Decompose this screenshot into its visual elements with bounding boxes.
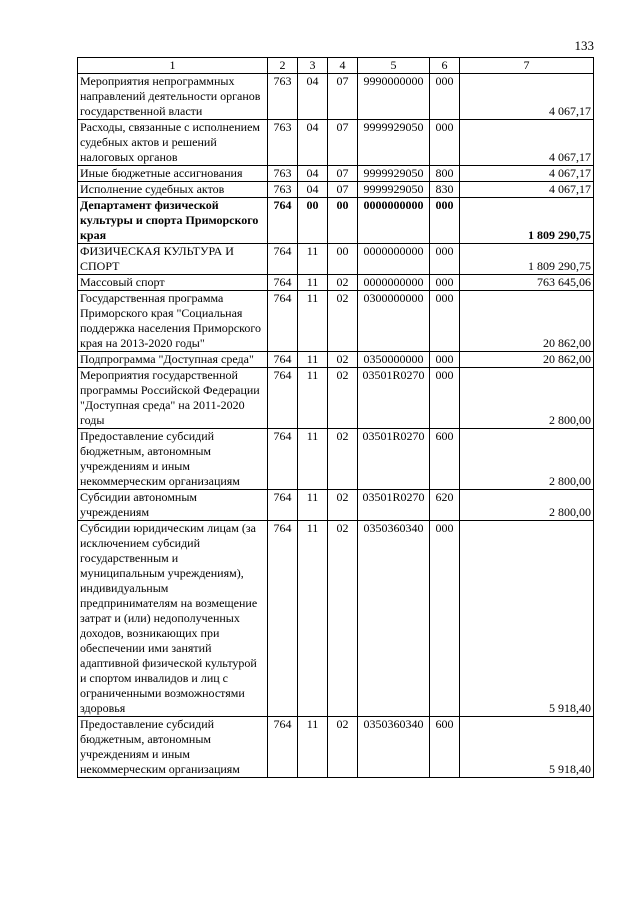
row-subsection-cell: 02	[328, 490, 358, 521]
row-target-article-cell: 0350360340	[358, 717, 430, 778]
table-row	[78, 490, 594, 521]
row-amount-cell: 1 809 290,75	[460, 244, 594, 275]
row-target-article-cell: 0300000000	[358, 291, 430, 352]
table-row	[78, 244, 594, 275]
row-amount-cell: 763 645,06	[460, 275, 594, 291]
table-row	[78, 198, 594, 244]
row-subsection-cell: 02	[328, 368, 358, 429]
row-name-cell: ФИЗИЧЕСКАЯ КУЛЬТУРА И СПОРТ	[78, 244, 268, 275]
row-expense-type-cell: 000	[430, 291, 460, 352]
table-row	[78, 368, 594, 429]
row-subsection-cell: 02	[328, 275, 358, 291]
table-row	[78, 291, 594, 352]
row-name-cell: Предоставление субсидий бюджетным, автономным учреждениям и иным некоммерческим организациям	[78, 429, 268, 490]
table-row	[78, 275, 594, 291]
row-subsection-cell: 02	[328, 521, 358, 717]
table-row	[78, 166, 594, 182]
row-target-article-cell: 9999929050	[358, 166, 430, 182]
row-target-article-cell: 9999929050	[358, 120, 430, 166]
row-expense-type-cell: 000	[430, 244, 460, 275]
row-subsection-cell: 02	[328, 429, 358, 490]
row-name-cell: Мероприятия государственной программы Российской Федерации "Доступная среда" на 2011-2020 годы	[78, 368, 268, 429]
row-target-article-cell: 0000000000	[358, 275, 430, 291]
row-expense-type-cell: 620	[430, 490, 460, 521]
header-cell: 6	[430, 58, 460, 74]
row-expense-type-cell: 000	[430, 198, 460, 244]
row-target-article-cell: 0350360340	[358, 521, 430, 717]
row-amount-cell: 4 067,17	[460, 166, 594, 182]
row-name-cell: Расходы, связанные с исполнением судебных актов и решений налоговых органов	[78, 120, 268, 166]
row-expense-type-cell: 000	[430, 74, 460, 120]
row-section-cell: 11	[298, 244, 328, 275]
row-admin-code-cell: 764	[268, 368, 298, 429]
row-section-cell: 11	[298, 490, 328, 521]
row-admin-code-cell: 764	[268, 521, 298, 717]
header-cell: 5	[358, 58, 430, 74]
row-subsection-cell: 02	[328, 352, 358, 368]
row-amount-cell: 4 067,17	[460, 74, 594, 120]
row-expense-type-cell: 800	[430, 166, 460, 182]
header-cell: 7	[460, 58, 594, 74]
row-expense-type-cell: 000	[430, 352, 460, 368]
row-target-article-cell: 03501R0270	[358, 368, 430, 429]
row-target-article-cell: 9999929050	[358, 182, 430, 198]
row-amount-cell: 20 862,00	[460, 291, 594, 352]
row-admin-code-cell: 763	[268, 182, 298, 198]
row-expense-type-cell: 000	[430, 521, 460, 717]
row-subsection-cell: 00	[328, 198, 358, 244]
row-target-article-cell: 9990000000	[358, 74, 430, 120]
row-subsection-cell: 07	[328, 166, 358, 182]
row-subsection-cell: 02	[328, 717, 358, 778]
row-section-cell: 11	[298, 521, 328, 717]
page-number: 133	[574, 38, 594, 53]
row-expense-type-cell: 600	[430, 717, 460, 778]
row-subsection-cell: 07	[328, 120, 358, 166]
row-name-cell: Предоставление субсидий бюджетным, автономным учреждениям и иным некоммерческим организациям	[78, 717, 268, 778]
row-expense-type-cell: 000	[430, 275, 460, 291]
row-admin-code-cell: 764	[268, 490, 298, 521]
row-name-cell: Исполнение судебных актов	[78, 182, 268, 198]
header-row	[78, 58, 594, 74]
row-section-cell: 11	[298, 352, 328, 368]
row-admin-code-cell: 764	[268, 275, 298, 291]
row-name-cell: Департамент физической культуры и спорта Приморского края	[78, 198, 268, 244]
row-expense-type-cell: 830	[430, 182, 460, 198]
row-amount-cell: 20 862,00	[460, 352, 594, 368]
row-name-cell: Субсидии автономным учреждениям	[78, 490, 268, 521]
row-admin-code-cell: 764	[268, 429, 298, 490]
row-expense-type-cell: 600	[430, 429, 460, 490]
row-target-article-cell: 0000000000	[358, 198, 430, 244]
budget-table	[77, 57, 594, 778]
row-amount-cell: 2 800,00	[460, 490, 594, 521]
table-row	[78, 352, 594, 368]
row-target-article-cell: 03501R0270	[358, 490, 430, 521]
row-admin-code-cell: 764	[268, 717, 298, 778]
header-cell: 3	[298, 58, 328, 74]
row-section-cell: 04	[298, 120, 328, 166]
row-amount-cell: 4 067,17	[460, 120, 594, 166]
row-admin-code-cell: 763	[268, 120, 298, 166]
row-section-cell: 11	[298, 368, 328, 429]
header-cell: 1	[78, 58, 268, 74]
row-target-article-cell: 0350000000	[358, 352, 430, 368]
row-amount-cell: 5 918,40	[460, 521, 594, 717]
row-section-cell: 11	[298, 717, 328, 778]
row-name-cell: Субсидии юридическим лицам (за исключением субсидий государственным и муниципальным учреждениям), индивидуальным предпринимателям на возмещение затрат и (или) недополученных доходов, возникающих при обеспечении ими занятий адаптивной физической культурой и спортом инвалидов и лиц с ограниченными возможностями здоровья	[78, 521, 268, 717]
row-admin-code-cell: 763	[268, 74, 298, 120]
row-amount-cell: 5 918,40	[460, 717, 594, 778]
row-amount-cell: 1 809 290,75	[460, 198, 594, 244]
row-expense-type-cell: 000	[430, 120, 460, 166]
table-row	[78, 120, 594, 166]
row-expense-type-cell: 000	[430, 368, 460, 429]
row-amount-cell: 4 067,17	[460, 182, 594, 198]
row-section-cell: 11	[298, 275, 328, 291]
row-amount-cell: 2 800,00	[460, 368, 594, 429]
row-amount-cell: 2 800,00	[460, 429, 594, 490]
header-cell: 4	[328, 58, 358, 74]
table-row	[78, 182, 594, 198]
row-name-cell: Государственная программа Приморского края "Социальная поддержка населения Приморского края на 2013-2020 годы"	[78, 291, 268, 352]
table-row	[78, 717, 594, 778]
row-section-cell: 11	[298, 429, 328, 490]
row-target-article-cell: 0000000000	[358, 244, 430, 275]
table-row	[78, 429, 594, 490]
row-subsection-cell: 07	[328, 74, 358, 120]
row-admin-code-cell: 764	[268, 352, 298, 368]
header-cell: 2	[268, 58, 298, 74]
table-row	[78, 74, 594, 120]
row-target-article-cell: 03501R0270	[358, 429, 430, 490]
row-subsection-cell: 07	[328, 182, 358, 198]
row-section-cell: 11	[298, 291, 328, 352]
row-name-cell: Иные бюджетные ассигнования	[78, 166, 268, 182]
row-admin-code-cell: 764	[268, 291, 298, 352]
row-section-cell: 00	[298, 198, 328, 244]
row-name-cell: Мероприятия непрограммных направлений деятельности органов государственной власти	[78, 74, 268, 120]
row-admin-code-cell: 763	[268, 166, 298, 182]
row-admin-code-cell: 764	[268, 244, 298, 275]
row-subsection-cell: 02	[328, 291, 358, 352]
table-row	[78, 521, 594, 717]
row-admin-code-cell: 764	[268, 198, 298, 244]
row-section-cell: 04	[298, 74, 328, 120]
row-section-cell: 04	[298, 182, 328, 198]
row-name-cell: Подпрограмма "Доступная среда"	[78, 352, 268, 368]
row-subsection-cell: 00	[328, 244, 358, 275]
row-section-cell: 04	[298, 166, 328, 182]
row-name-cell: Массовый спорт	[78, 275, 268, 291]
